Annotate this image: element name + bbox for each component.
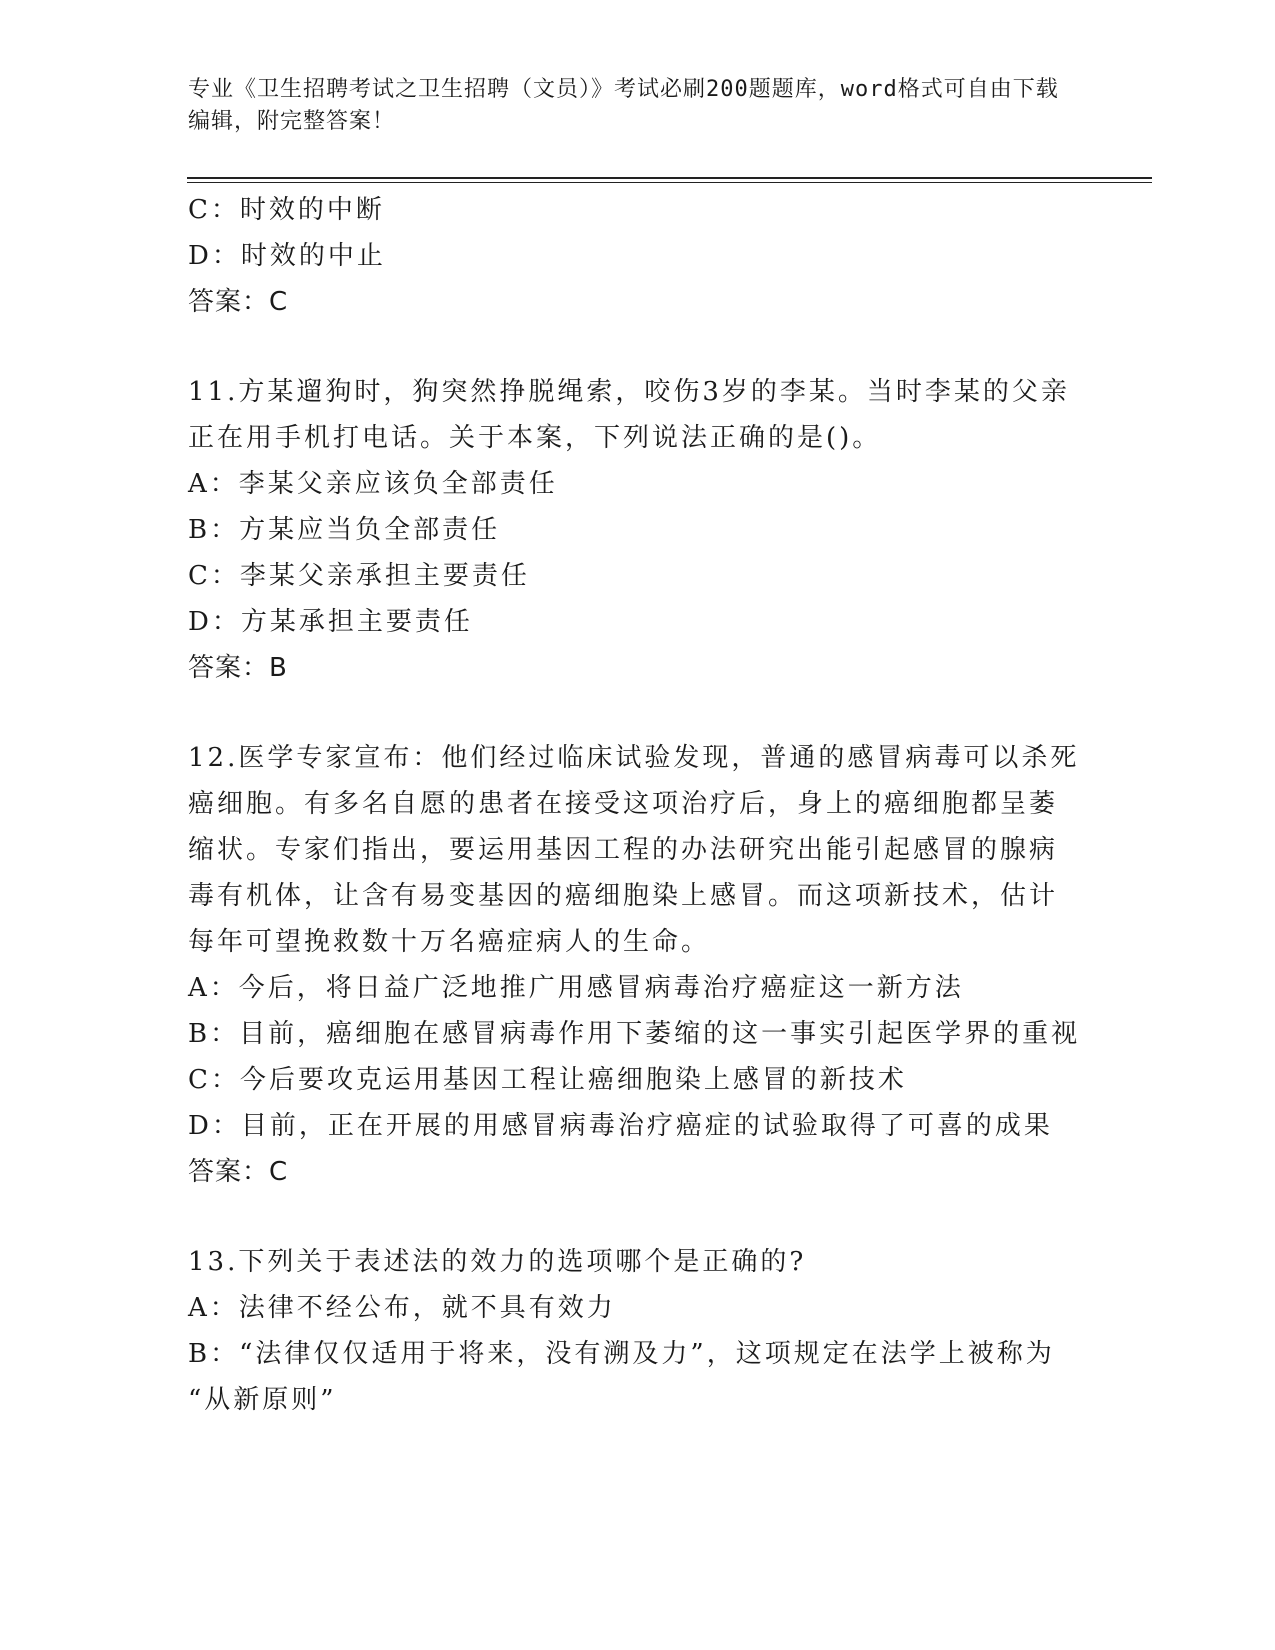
option-b: B：方某应当负全部责任 xyxy=(188,515,501,545)
question-content xyxy=(188,187,1088,1423)
option-d: D：目前，正在开展的用感冒病毒治疗癌症的试验取得了可喜的成果 xyxy=(188,1111,1053,1141)
question-stem-line: 11.方某遛狗时，狗突然挣脱绳索，咬伤3岁的李某。当时李某的父亲 xyxy=(188,377,1070,407)
question-13 xyxy=(188,1239,1088,1423)
option-c: C：李某父亲承担主要责任 xyxy=(188,561,530,591)
option-a: A：法律不经公布，就不具有效力 xyxy=(188,1293,616,1323)
spacer xyxy=(188,691,1088,735)
option-b: B：目前，癌细胞在感冒病毒作用下萎缩的这一事实引起医学界的重视 xyxy=(188,1019,1081,1049)
option-a: A：李某父亲应该负全部责任 xyxy=(188,469,558,499)
question-stem-line: 12.医学专家宣布：他们经过临床试验发现，普通的感冒病毒可以杀死 xyxy=(188,743,1080,773)
option-d: D：时效的中止 xyxy=(188,241,386,271)
answer-line: 答案：C xyxy=(188,287,289,317)
answer-line: 答案：B xyxy=(188,653,288,683)
question-stem-line: 13.下列关于表述法的效力的选项哪个是正确的? xyxy=(188,1247,807,1277)
option-d: D：方某承担主要责任 xyxy=(188,607,473,637)
option-c: C：今后要攻克运用基因工程让癌细胞染上感冒的新技术 xyxy=(188,1065,907,1095)
option-a: A：今后，将日益广泛地推广用感冒病毒治疗癌症这一新方法 xyxy=(188,973,964,1003)
option-b: B：“法律仅仅适用于将来，没有溯及力”，这项规定在法学上被称为 xyxy=(188,1339,1055,1369)
page-header: 专业《卫生招聘考试之卫生招聘（文员）》考试必刷200题题库，word格式可自由下载编辑，附完整答案！ xyxy=(188,77,1059,134)
header-rule-thick xyxy=(187,177,1152,179)
option-c: C：时效的中断 xyxy=(188,195,385,225)
answer-line: 答案：C xyxy=(188,1157,289,1187)
spacer xyxy=(188,1195,1088,1239)
question-stem-line: 每年可望挽救数十万名癌症病人的生命。 xyxy=(188,927,711,957)
question-11 xyxy=(188,369,1088,691)
question-stem-line: 缩状。专家们指出，要运用基因工程的办法研究出能引起感冒的腺病 xyxy=(188,835,1059,865)
question-12 xyxy=(188,735,1088,1195)
question-10-tail xyxy=(188,187,1088,325)
header-rule-thin xyxy=(187,182,1152,183)
question-stem-line: 癌细胞。有多名自愿的患者在接受这项治疗后，身上的癌细胞都呈萎 xyxy=(188,789,1059,819)
option-b-continuation: “从新原则” xyxy=(188,1385,337,1415)
question-stem-line: 正在用手机打电话。关于本案，下列说法正确的是()。 xyxy=(188,423,882,453)
question-stem-line: 毒有机体，让含有易变基因的癌细胞染上感冒。而这项新技术，估计 xyxy=(188,881,1059,911)
spacer xyxy=(188,325,1088,369)
